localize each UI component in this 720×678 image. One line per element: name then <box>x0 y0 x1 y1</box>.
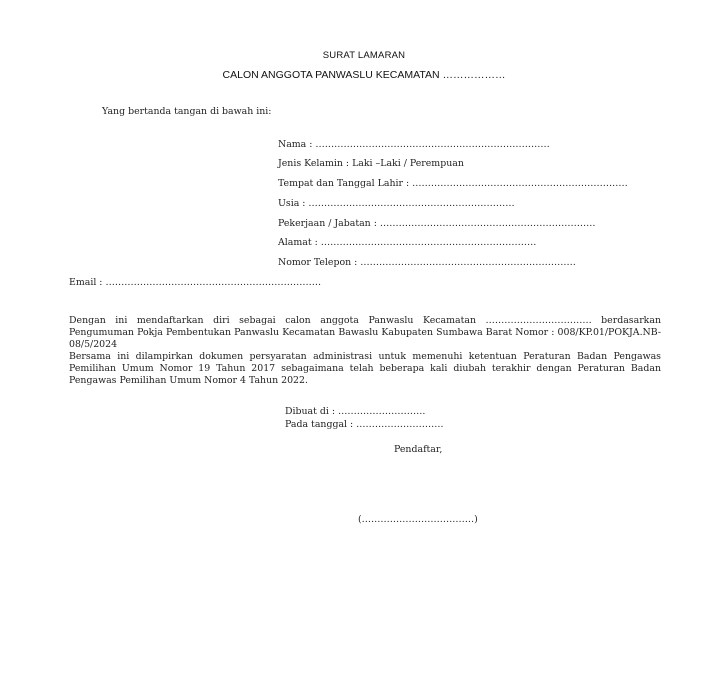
intro-text: Yang bertanda tangan di bawah ini: <box>102 106 272 117</box>
paragraph-registration: Dengan ini mendaftarkan diri sebagai calon anggota Panwaslu Kecamatan ……………………………. berdasarkan Pengumuman Pokja Pembentukan Panwaslu Kecamatan Bawaslu Kabupaten Sumbawa Barat Nomor : 008/KP.01/POKJA.NB-08/5/2024 <box>69 315 661 350</box>
field-email: Email : …………………………………………………………… <box>69 277 322 288</box>
field-alamat: Alamat : …………………………………………………………… <box>278 237 537 248</box>
signature-role: Pendaftar, <box>394 444 443 455</box>
signature-place: Dibuat di : ………………………. <box>285 406 426 417</box>
signature-date: Pada tanggal : ………………………. <box>285 419 444 430</box>
field-ttl: Tempat dan Tanggal Lahir : …………………………………………………………… <box>278 178 628 189</box>
paragraph-attachments: Bersama ini dilampirkan dokumen persyaratan administrasi untuk memenuhi ketentuan Peraturan Badan Pengawas Pemilihan Umum Nomor 19 Tahun 2017 sebagaimana telah beberapa kali diubah terakhir dengan Peraturan Badan Pengawas Pemilihan Umum Nomor 4 Tahun 2022. <box>69 351 661 386</box>
field-jenis-kelamin: Jenis Kelamin : Laki –Laki / Perempuan <box>278 158 464 169</box>
letter-title: SURAT LAMARAN <box>322 50 406 61</box>
field-telepon: Nomor Telepon : …………………………………………………………… <box>278 257 576 268</box>
field-nama: Nama : ………………………………………………………………… <box>278 139 550 150</box>
field-usia: Usia : ………………………………………………………… <box>278 198 515 209</box>
signature-name-line: (………………………………) <box>358 514 478 525</box>
field-pekerjaan: Pekerjaan / Jabatan : …………………………………………………………… <box>278 218 596 229</box>
letter-subtitle: CALON ANGGOTA PANWASLU KECAMATAN ……………… <box>222 69 506 81</box>
